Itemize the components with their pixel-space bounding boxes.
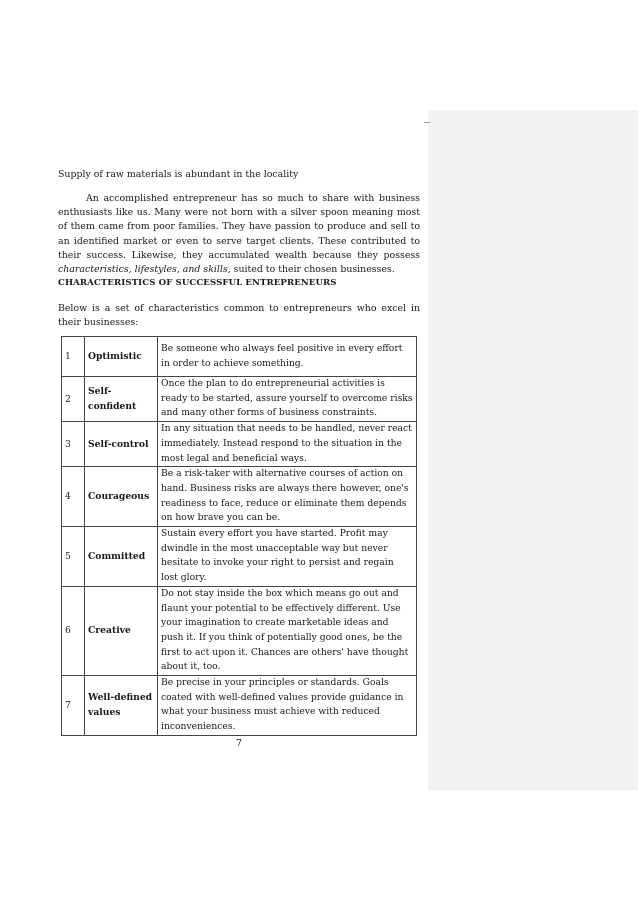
comment-connector-line [424,122,430,123]
comment-balloon-area [428,110,638,790]
page-number: 7 [236,738,242,749]
table-row [62,377,417,422]
row-number: 2 [62,377,85,422]
section-heading: CHARACTERISTICS OF SUCCESSFUL ENTREPRENEURS [58,278,337,288]
row-number: 3 [62,422,85,467]
table-intro: Below is a set of characteristics common to entrepreneurs who excel in their businesses: [58,303,420,329]
trait-description: Be someone who always feel positive in every effort in order to achieve something. [158,337,417,377]
table-row [62,467,417,527]
trait-description: Once the plan to do entrepreneurial activities is ready to be started, assure yourself to overcome risks and many other forms of business constraints. [158,377,417,422]
trait-description: Be precise in your principles or standards. Goals coated with well-defined values provide guidance in what your business must achieve with reduced inconveniences. [158,676,417,736]
trait-name: Courageous [85,467,158,527]
trait-name: Well-defined values [85,676,158,736]
intro-paragraph [58,192,420,277]
trait-name: Self-control [85,422,158,467]
trait-description: Sustain every effort you have started. Profit may dwindle in the most unacceptable way but never hesitate to invoke your right to persist and regain lost glory. [158,527,417,587]
table-row [62,337,417,377]
row-number: 4 [62,467,85,527]
trait-description: In any situation that needs to be handled, never react immediately. Instead respond to the situation in the most legal and beneficial ways. [158,422,417,467]
table-row [62,422,417,467]
paragraph-italic: characteristics, lifestyles, and skills, [58,264,231,276]
row-number: 5 [62,527,85,587]
row-number: 6 [62,586,85,675]
paragraph-text: An accomplished entrepreneur has so much to share with business enthusiasts like us. Many were not born with a silver spoon meaning most of them came from poor families. They have passion to produce and sell to an identified market or even to serve target clients. These contributed to their success. Likewise, they accumulated wealth because they possess [58,193,420,261]
trait-name: Optimistic [85,337,158,377]
table-row [62,586,417,675]
trait-description: Do not stay inside the box which means go out and flaunt your potential to be effectively different. Use your imagination to create marketable ideas and push it. If you think of potentially good ones, be the first to act upon it. Chances are others' have thought about it, too. [158,586,417,675]
trait-name: Self-confident [85,377,158,422]
characteristics-table [61,336,417,736]
trait-name: Creative [85,586,158,675]
trait-description: Be a risk-taker with alternative courses of action on hand. Business risks are always there however, one's readiness to face, reduce or eliminate them depends on how brave you can be. [158,467,417,527]
row-number: 1 [62,337,85,377]
row-number: 7 [62,676,85,736]
table-row [62,676,417,736]
table-row [62,527,417,587]
paragraph-tail: suited to their chosen businesses. [230,264,395,276]
supply-line: Supply of raw materials is abundant in the locality [58,169,299,180]
trait-name: Committed [85,527,158,587]
